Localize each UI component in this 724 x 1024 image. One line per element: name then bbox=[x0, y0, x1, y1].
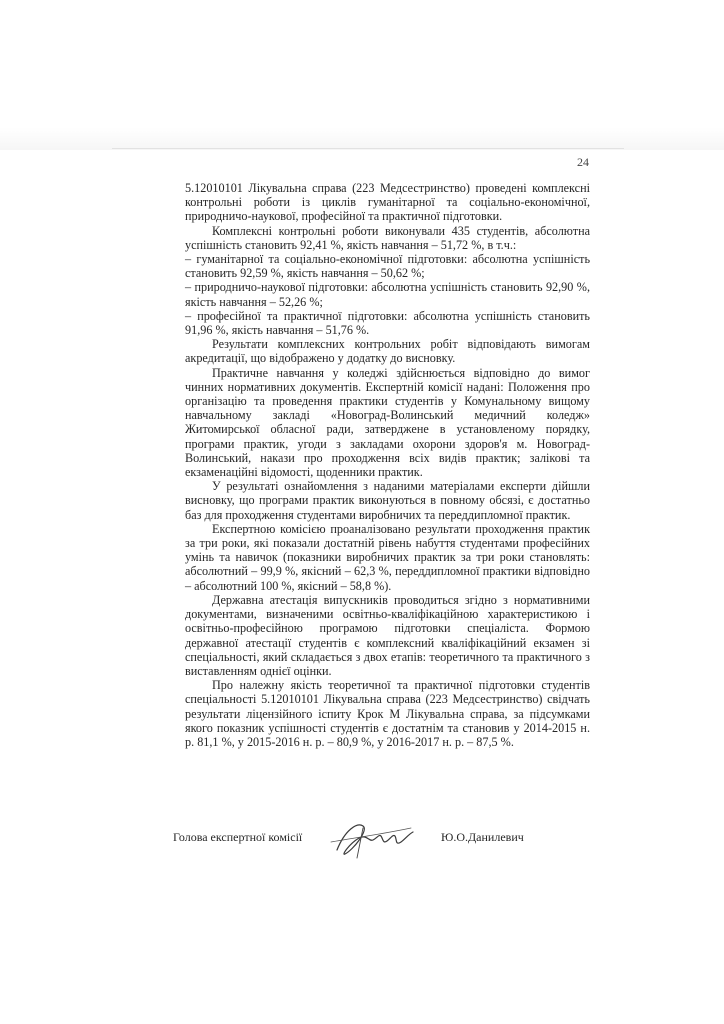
paragraph-practical-training: Практичне навчання у коледжі здійснюється відповідно до вимог чинних нормативних документів. Експертній комісії надані: Положення про організацію та проведення практики студентів у Комунальному вищому навчальному закладі «Новоград-Волинський медичний коледж» Житомирської обласної ради, затверджене в установленому порядку, програми практик, угоди з закладами охорони здоров'я м. Новоград-Волинський, накази про проходження всіх видів практик; залікові та екзаменаційні відомості, щоденники практик. bbox=[185, 365, 590, 480]
signature-title: Голова експертної комісії bbox=[173, 830, 303, 844]
paragraph-complex-works: Комплексні контрольні роботи виконували 435 студентів, абсолютна успішність становить 92,41 %, якість навчання – 51,72 %, в т.ч.: bbox=[185, 223, 590, 252]
handwritten-signature bbox=[323, 820, 419, 860]
paragraph-specialty: 5.12010101 Лікувальна справа (223 Медсестринство) проведені комплексні контрольні роботи із циклів гуманітарної та соціально-економічної, природничо-наукової, професійної та практичної підготовки. bbox=[185, 181, 590, 224]
signature-name: Ю.О.Данилевич bbox=[441, 830, 524, 844]
paragraph-results: Результати комплексних контрольних робіт відповідають вимогам акредитації, що відображено у додатку до висновку. bbox=[185, 337, 590, 366]
paragraph-state-attestation: Державна атестація випускників проводиться згідно з нормативними документами, визначеними освітньо-кваліфікаційною характеристикою і освітньо-професійною програмою підготовки спеціаліста. Формою державної атестації студентів є комплексний кваліфікаційний екзамен зі спеціальності, який складається з двох етапів: теоретичного та практичного з виставленням однієї оцінки. bbox=[185, 592, 590, 678]
paragraph-humanitarian: – гуманітарної та соціально-економічної підготовки: абсолютна успішність становить 92,59 %, якість навчання – 50,62 %; bbox=[185, 252, 590, 281]
paragraph-practice-analysis: Експертною комісією проаналізовано результати проходження практик за три роки, які показали достатній рівень набуття студентами професійних умінь та навичок (показники виробничих практик за три роки становлять: абсолютний – 99,9 %, якісний – 62,3 %, переддипломної практики відповідно – абсолютний 100 %, якісний – 58,8 %). bbox=[185, 521, 590, 593]
page-edge-line bbox=[112, 148, 624, 149]
paragraph-licensing-exam: Про належну якість теоретичної та практичної підготовки студентів спеціальності 5.12010101 Лікувальна справа (223 Медсестринство) свідчать результати ліцензійного іспиту Крок М Лікувальна справа, за підсумками якого показник успішності студентів є достатнім та становив у 2014-2015 н. р. 81,1 %, у 2015-2016 н. р. – 80,9 %, у 2016-2017 н. р. – 87,5 %. bbox=[185, 678, 590, 749]
paragraph-natural-science: – природничо-наукової підготовки: абсолютна успішність становить 92,90 %, якість навчання – 52,26 %; bbox=[185, 280, 590, 309]
page-number: 24 bbox=[577, 155, 589, 169]
document-body bbox=[185, 181, 590, 749]
signature-block bbox=[173, 828, 593, 868]
scan-background bbox=[0, 0, 724, 150]
paragraph-experts-conclusion: У результаті ознайомлення з наданими матеріалами експерти дійшли висновку, що програми практик виконуються в повному обсязі, є достатньо баз для проходження студентами виробничих та переддипломної практик. bbox=[185, 479, 590, 522]
paragraph-professional: – професійної та практичної підготовки: абсолютна успішність становить 91,96 %, якість навчання – 51,76 %. bbox=[185, 308, 590, 338]
